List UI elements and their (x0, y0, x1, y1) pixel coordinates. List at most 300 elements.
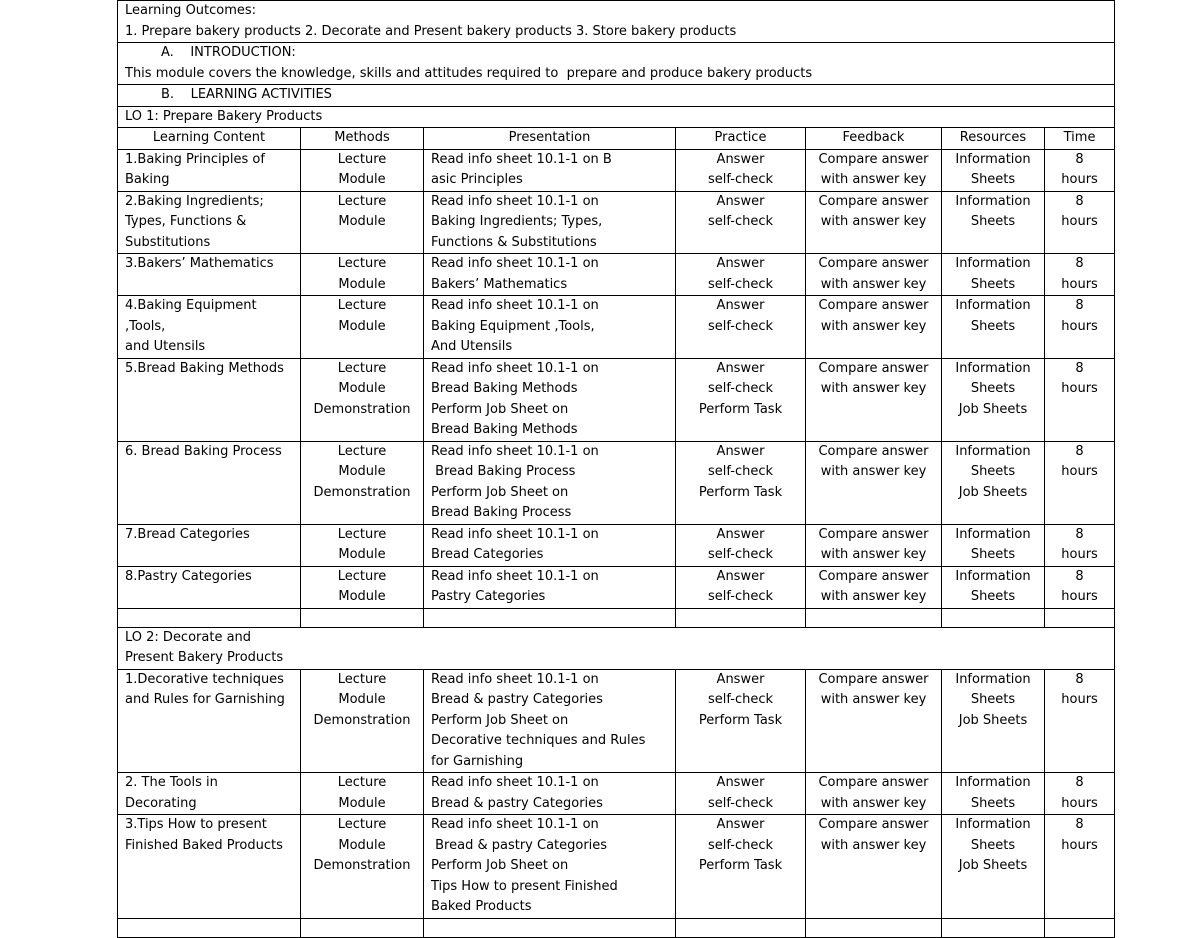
methods-text: Lecture (337, 443, 387, 459)
methods-text: Module (338, 172, 386, 187)
resources-text: Job Sheets (958, 712, 1028, 728)
feedback-text: with answer key (820, 214, 927, 229)
time-cell (1045, 149, 1115, 191)
presentation-text: Bread & pastry Categories (431, 795, 603, 811)
feedback-text: with answer key (820, 547, 927, 562)
methods-text: Module (338, 276, 386, 292)
feedback-text: Compare answer (818, 193, 929, 209)
practice-cell (676, 815, 806, 919)
presentation-text: Baking Equipment ,Tools, (431, 318, 595, 334)
time-text: 8 (1075, 775, 1084, 790)
presentation-text: And Utensils (431, 339, 513, 354)
empty-cell (676, 918, 806, 937)
presentation-text: Tips How to present Finished (431, 878, 618, 894)
time-cell (1045, 524, 1115, 566)
resources-text: Sheets (970, 214, 1016, 229)
table-row (118, 191, 1115, 254)
resources-text: Sheets (970, 464, 1016, 479)
presentation-text: Perform Job Sheet on (431, 858, 569, 873)
methods-text: Lecture (337, 298, 387, 313)
learning-activities-cell (118, 85, 1115, 107)
resources-text: Sheets (970, 589, 1016, 604)
presentation-text: Bakers’ Mathematics (431, 276, 568, 292)
feedback-text: with answer key (820, 172, 927, 187)
column-header: Practice (676, 128, 806, 150)
resources-text: Information (955, 298, 1031, 313)
methods-text: Module (338, 692, 386, 707)
table-row (118, 566, 1115, 608)
presentation-text: Read info sheet 10.1-1 on (431, 298, 599, 313)
methods-text: Module (338, 795, 386, 811)
presentation-text: Perform Job Sheet on (431, 712, 569, 728)
feedback-text: Compare answer (818, 256, 929, 271)
practice-cell (676, 296, 806, 359)
methods-text: Module (338, 589, 386, 604)
table-row (118, 773, 1115, 815)
feedback-cell (806, 441, 942, 524)
learning-content-text: Types, Functions & (125, 214, 247, 229)
column-header: Resources (942, 128, 1045, 150)
time-text: hours (1061, 547, 1098, 562)
practice-text: self-check (708, 837, 773, 853)
methods-cell (301, 149, 424, 191)
practice-text: self-check (708, 172, 773, 187)
presentation-text: Bread Categories (431, 547, 544, 562)
methods-text: Lecture (337, 526, 387, 542)
time-text: 8 (1075, 671, 1084, 687)
table-row (118, 358, 1115, 441)
column-header: Presentation (424, 128, 676, 150)
feedback-text: Compare answer (818, 298, 929, 313)
presentation-text: Read info sheet 10.1-1 on (431, 817, 599, 832)
resources-cell (942, 358, 1045, 441)
empty-cell (942, 608, 1045, 627)
practice-text: Answer (716, 443, 765, 459)
time-text: hours (1061, 837, 1098, 853)
column-header: Methods (301, 128, 424, 150)
table-row (118, 296, 1115, 359)
table-row (118, 524, 1115, 566)
resources-text: Information (955, 775, 1031, 790)
practice-text: Answer (716, 151, 765, 167)
feedback-text: Compare answer (818, 568, 929, 584)
practice-text: self-check (708, 464, 773, 479)
presentation-cell (424, 296, 676, 359)
empty-cell (301, 918, 424, 937)
learning-content-text: and Utensils (125, 339, 206, 354)
methods-cell (301, 669, 424, 773)
resources-cell (942, 296, 1045, 359)
presentation-text: Read info sheet 10.1-1 on (431, 526, 599, 542)
presentation-text: Bread Baking Process (431, 464, 576, 479)
presentation-text: Decorative techniques and Rules (431, 733, 646, 748)
time-cell (1045, 566, 1115, 608)
methods-text: Lecture (337, 817, 387, 832)
resources-text: Sheets (970, 381, 1016, 396)
presentation-text: asic Principles (431, 172, 523, 187)
practice-text: self-check (708, 692, 773, 707)
learning-content-text: 2.Baking Ingredients; (125, 193, 264, 209)
methods-cell (301, 296, 424, 359)
time-text: 8 (1075, 526, 1084, 542)
presentation-cell (424, 773, 676, 815)
methods-cell (301, 358, 424, 441)
resources-text: Sheets (970, 172, 1016, 187)
empty-cell (806, 918, 942, 937)
learning-content-text: and Rules for Garnishing (125, 692, 285, 707)
resources-text: Information (955, 817, 1031, 832)
practice-cell (676, 149, 806, 191)
learning-content-cell (118, 441, 301, 524)
methods-text: Demonstration (313, 712, 411, 728)
time-text: 8 (1075, 151, 1084, 167)
time-cell (1045, 254, 1115, 296)
resources-text: Sheets (970, 318, 1016, 334)
resources-cell (942, 524, 1045, 566)
resources-cell (942, 441, 1045, 524)
feedback-cell (806, 815, 942, 919)
time-text: hours (1061, 692, 1098, 707)
introduction-text: This module covers the knowledge, skills and attitudes required to prepare and produce bakery products (125, 65, 813, 81)
empty-cell (676, 608, 806, 627)
module-document (117, 0, 1114, 938)
empty-cell (118, 918, 301, 937)
practice-text: Answer (716, 193, 765, 209)
feedback-text: with answer key (820, 276, 927, 292)
learning-content-text: 7.Bread Categories (125, 526, 250, 542)
methods-text: Demonstration (313, 484, 411, 500)
presentation-text: Bread & pastry Categories (431, 692, 603, 707)
learning-content-text: 1.Decorative techniques (125, 671, 284, 687)
column-header: Time (1045, 128, 1115, 150)
feedback-text: with answer key (820, 464, 927, 479)
resources-text: Job Sheets (958, 484, 1028, 500)
presentation-cell (424, 441, 676, 524)
learning-content-cell (118, 191, 301, 254)
learning-content-text: 4.Baking Equipment (125, 298, 257, 313)
learning-content-cell (118, 254, 301, 296)
methods-text: Lecture (337, 671, 387, 687)
time-text: hours (1061, 172, 1098, 187)
learning-content-cell (118, 296, 301, 359)
methods-text: Demonstration (313, 858, 411, 873)
time-cell (1045, 191, 1115, 254)
learning-content-text: 6. Bread Baking Process (125, 443, 282, 459)
table-row (118, 669, 1115, 773)
presentation-cell (424, 254, 676, 296)
feedback-text: with answer key (820, 589, 927, 604)
empty-cell (301, 608, 424, 627)
resources-cell (942, 773, 1045, 815)
resources-cell (942, 254, 1045, 296)
resources-text: Information (955, 193, 1031, 209)
methods-cell (301, 441, 424, 524)
module-table (117, 0, 1115, 938)
methods-text: Module (338, 318, 386, 334)
presentation-text: Read info sheet 10.1-1 on (431, 360, 599, 376)
time-text: 8 (1075, 568, 1084, 584)
presentation-text: Read info sheet 10.1-1 on (431, 193, 599, 209)
feedback-cell (806, 669, 942, 773)
feedback-text: Compare answer (818, 443, 929, 459)
practice-text: Answer (716, 298, 765, 313)
learning-content-text: Finished Baked Products (125, 837, 283, 853)
presentation-text: Bread Baking Process (431, 505, 572, 520)
practice-cell (676, 441, 806, 524)
feedback-text: with answer key (820, 795, 927, 811)
resources-cell (942, 191, 1045, 254)
resources-text: Sheets (970, 276, 1016, 292)
feedback-cell (806, 149, 942, 191)
lo1-title-cell (118, 106, 1115, 128)
table-row (118, 441, 1115, 524)
feedback-text: Compare answer (818, 775, 929, 790)
methods-text: Module (338, 464, 386, 479)
practice-text: self-check (708, 318, 773, 334)
learning-content-cell (118, 669, 301, 773)
feedback-cell (806, 566, 942, 608)
time-text: 8 (1075, 443, 1084, 459)
feedback-text: Compare answer (818, 817, 929, 832)
time-text: hours (1061, 214, 1098, 229)
empty-cell (424, 918, 676, 937)
lo2-title-cell (118, 627, 1115, 669)
learning-outcomes-text: 1. Prepare bakery products 2. Decorate and Present bakery products 3. Store bakery products (125, 23, 737, 39)
practice-text: self-check (708, 547, 773, 562)
resources-text: Information (955, 443, 1031, 459)
empty-cell (942, 918, 1045, 937)
methods-cell (301, 815, 424, 919)
resources-text: Job Sheets (958, 858, 1028, 873)
learning-outcomes-title: Learning Outcomes: (125, 3, 257, 18)
time-cell (1045, 773, 1115, 815)
presentation-text: Read info sheet 10.1-1 on (431, 568, 599, 584)
resources-text: Job Sheets (958, 401, 1028, 417)
table-row (118, 254, 1115, 296)
time-text: hours (1061, 464, 1098, 479)
resources-text: Information (955, 151, 1031, 167)
empty-cell (1045, 918, 1115, 937)
time-text: 8 (1075, 256, 1084, 271)
column-header: Learning Content (118, 128, 301, 150)
presentation-text: Functions & Substitutions (431, 234, 597, 250)
practice-text: Perform Task (698, 712, 783, 728)
presentation-cell (424, 566, 676, 608)
presentation-text: Baked Products (431, 899, 532, 914)
introduction-heading: A. INTRODUCTION: (161, 45, 296, 60)
time-cell (1045, 815, 1115, 919)
methods-text: Lecture (337, 360, 387, 376)
learning-content-text: ,Tools, (125, 318, 166, 334)
lo2-title-line: Present Bakery Products (125, 650, 284, 665)
feedback-text: with answer key (820, 692, 927, 707)
time-text: 8 (1075, 193, 1084, 209)
learning-content-text: Baking (125, 172, 170, 187)
presentation-text: Perform Job Sheet on (431, 484, 569, 500)
feedback-cell (806, 524, 942, 566)
empty-row (118, 918, 1115, 937)
presentation-text: Read info sheet 10.1-1 on (431, 256, 599, 271)
practice-text: Answer (716, 256, 765, 271)
practice-text: Perform Task (698, 484, 783, 500)
feedback-cell (806, 773, 942, 815)
resources-text: Sheets (970, 837, 1016, 853)
methods-text: Lecture (337, 256, 387, 271)
learning-content-text: Substitutions (125, 234, 211, 250)
learning-content-text: 2. The Tools in (125, 775, 218, 790)
methods-text: Module (338, 381, 386, 396)
learning-content-text: 8.Pastry Categories (125, 568, 252, 584)
presentation-text: Pastry Categories (431, 589, 546, 604)
presentation-text: Baking Ingredients; Types, (431, 214, 603, 229)
methods-text: Demonstration (313, 401, 411, 417)
feedback-text: with answer key (820, 381, 927, 396)
learning-content-cell (118, 566, 301, 608)
feedback-cell (806, 296, 942, 359)
time-cell (1045, 296, 1115, 359)
time-text: hours (1061, 318, 1098, 334)
presentation-text: Read info sheet 10.1-1 on (431, 775, 599, 790)
time-text: hours (1061, 276, 1098, 292)
feedback-text: Compare answer (818, 151, 929, 167)
methods-text: Lecture (337, 151, 387, 167)
resources-text: Sheets (970, 547, 1016, 562)
resources-cell (942, 815, 1045, 919)
practice-text: Perform Task (698, 858, 783, 873)
time-cell (1045, 441, 1115, 524)
column-header-row (118, 128, 1115, 150)
resources-text: Information (955, 526, 1031, 542)
practice-cell (676, 566, 806, 608)
presentation-cell (424, 149, 676, 191)
feedback-text: Compare answer (818, 526, 929, 542)
methods-cell (301, 254, 424, 296)
column-header: Feedback (806, 128, 942, 150)
presentation-cell (424, 669, 676, 773)
learning-content-text: 1.Baking Principles of (125, 151, 265, 167)
feedback-text: Compare answer (818, 671, 929, 687)
learning-content-cell (118, 815, 301, 919)
feedback-text: with answer key (820, 318, 927, 334)
empty-cell (118, 608, 301, 627)
feedback-text: Compare answer (818, 360, 929, 376)
time-cell (1045, 358, 1115, 441)
practice-text: self-check (708, 381, 773, 396)
time-text: 8 (1075, 817, 1084, 832)
practice-cell (676, 358, 806, 441)
practice-cell (676, 254, 806, 296)
feedback-cell (806, 191, 942, 254)
empty-cell (424, 608, 676, 627)
learning-content-cell (118, 773, 301, 815)
presentation-text: Bread Baking Methods (431, 422, 578, 437)
table-row (118, 815, 1115, 919)
practice-text: Answer (716, 526, 765, 542)
methods-text: Lecture (337, 568, 387, 584)
methods-cell (301, 524, 424, 566)
time-text: hours (1061, 589, 1098, 604)
time-text: hours (1061, 381, 1098, 396)
presentation-cell (424, 524, 676, 566)
practice-cell (676, 524, 806, 566)
methods-text: Lecture (337, 193, 387, 209)
empty-cell (806, 608, 942, 627)
presentation-text: Read info sheet 10.1-1 on (431, 671, 599, 687)
resources-cell (942, 149, 1045, 191)
resources-text: Information (955, 360, 1031, 376)
practice-text: Answer (716, 360, 765, 376)
practice-text: self-check (708, 795, 773, 811)
presentation-text: Perform Job Sheet on (431, 401, 569, 417)
methods-cell (301, 773, 424, 815)
learning-content-text: 3.Tips How to present (125, 817, 267, 832)
presentation-cell (424, 815, 676, 919)
resources-text: Information (955, 568, 1031, 584)
learning-content-text: 5.Bread Baking Methods (125, 360, 284, 376)
learning-content-text: 3.Bakers’ Mathematics (125, 256, 274, 271)
methods-text: Lecture (337, 775, 387, 790)
presentation-text: for Garnishing (431, 753, 524, 769)
learning-content-cell (118, 358, 301, 441)
methods-text: Module (338, 837, 386, 853)
time-text: hours (1061, 795, 1098, 811)
practice-text: self-check (708, 589, 773, 604)
presentation-cell (424, 191, 676, 254)
presentation-text: Read info sheet 10.1-1 on (431, 443, 599, 459)
lo2-title-line: LO 2: Decorate and (125, 629, 252, 645)
table-row (118, 149, 1115, 191)
methods-text: Module (338, 547, 386, 562)
resources-text: Information (955, 671, 1031, 687)
feedback-cell (806, 358, 942, 441)
practice-text: self-check (708, 276, 773, 292)
time-text: 8 (1075, 360, 1084, 376)
learning-content-cell (118, 524, 301, 566)
time-cell (1045, 669, 1115, 773)
lo1-title: LO 1: Prepare Bakery Products (125, 108, 323, 124)
time-text: 8 (1075, 298, 1084, 313)
practice-text: Perform Task (698, 401, 783, 417)
resources-cell (942, 566, 1045, 608)
learning-content-cell (118, 149, 301, 191)
presentation-text: Read info sheet 10.1-1 on B (431, 151, 612, 167)
methods-cell (301, 191, 424, 254)
learning-activities-heading: B. LEARNING ACTIVITIES (161, 87, 332, 102)
methods-text: Module (338, 214, 386, 229)
learning-content-text: Decorating (125, 795, 197, 811)
learning-outcomes-cell (118, 1, 1115, 43)
empty-row (118, 608, 1115, 627)
practice-text: Answer (716, 817, 765, 832)
feedback-text: with answer key (820, 837, 927, 853)
presentation-cell (424, 358, 676, 441)
introduction-cell (118, 43, 1115, 85)
practice-text: Answer (716, 775, 765, 790)
practice-cell (676, 191, 806, 254)
practice-cell (676, 669, 806, 773)
practice-text: Answer (716, 671, 765, 687)
resources-cell (942, 669, 1045, 773)
methods-cell (301, 566, 424, 608)
empty-cell (1045, 608, 1115, 627)
practice-cell (676, 773, 806, 815)
presentation-text: Bread & pastry Categories (431, 837, 608, 853)
presentation-text: Bread Baking Methods (431, 381, 578, 396)
resources-text: Information (955, 256, 1031, 271)
practice-text: Answer (716, 568, 765, 584)
resources-text: Sheets (970, 692, 1016, 707)
feedback-cell (806, 254, 942, 296)
